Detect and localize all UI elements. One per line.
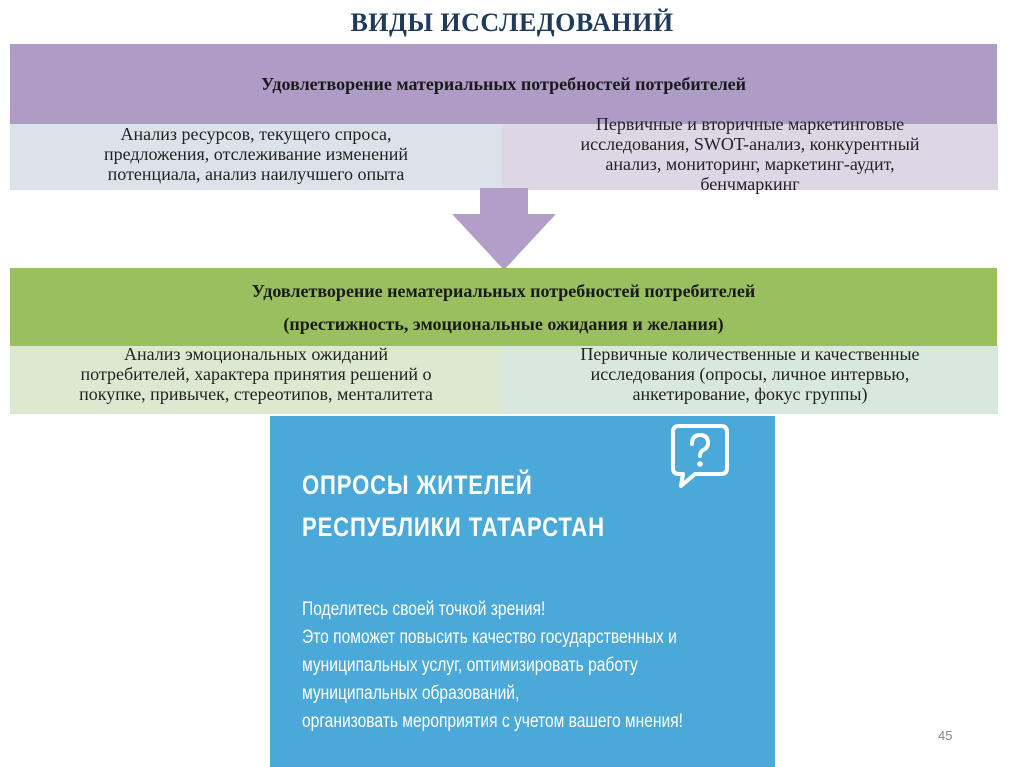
text-line: бенчмаркинг [700,174,800,194]
text-line: исследования (опросы, личное интервью, [590,364,910,384]
material-analysis-cell [10,124,502,190]
text-line: покупке, привычек, стереотипов, менталитета [79,384,433,404]
text-line: Первичные количественные и качественные [580,344,920,364]
text-line: предложения, отслеживание изменений [103,144,409,164]
poster-body-line: Это поможет повысить качество государственных и [302,627,677,648]
emotional-analysis-cell [10,346,502,414]
primary-research-cell [502,346,998,414]
text-line: анализ, мониторинг, маркетинг-аудит, [605,154,895,174]
poster-title-line: РЕСПУБЛИКИ ТАТАРСТАН [302,512,605,542]
text-line: Анализ эмоциональных ожиданий [123,344,389,364]
question-chat-icon [665,422,735,492]
down-arrow-icon [452,188,556,270]
text-line: потенциала, анализ наилучшего опыта [107,164,405,184]
nonmaterial-needs-header [10,268,997,346]
poster-body-line: муниципальных образований, [302,683,520,704]
text-line: исследования, SWOT-анализ, конкурентный [580,134,920,154]
nonmaterial-needs-subheader-text: (престижность, эмоциональные ожидания и желания) [283,314,724,334]
slide-title: ВИДЫ ИССЛЕДОВАНИЙ [350,8,674,37]
material-research-cell [502,114,998,194]
nonmaterial-needs-header-text: Удовлетворение нематериальных потребностей потребителей [251,281,756,301]
text-line: Анализ ресурсов, текущего спроса, [120,124,392,144]
poster-body-line: Поделитесь своей точкой зрения! [302,599,546,620]
material-needs-header [10,44,997,124]
material-needs-header-text: Удовлетворение материальных потребностей потребителей [260,74,747,94]
survey-poster-image [270,416,775,767]
text-line: Первичные и вторичные маркетинговые [595,114,905,134]
poster-body-line: организовать мероприятия с учетом вашего мнения! [302,711,683,732]
poster-body-line: муниципальных услуг, оптимизировать работу [302,655,638,676]
page-number: 45 [938,728,953,743]
text-line: анкетирование, фокус группы) [632,384,868,404]
text-line: потребителей, характера принятия решений о [80,364,432,384]
poster-title-line: ОПРОСЫ ЖИТЕЛЕЙ [302,470,533,500]
